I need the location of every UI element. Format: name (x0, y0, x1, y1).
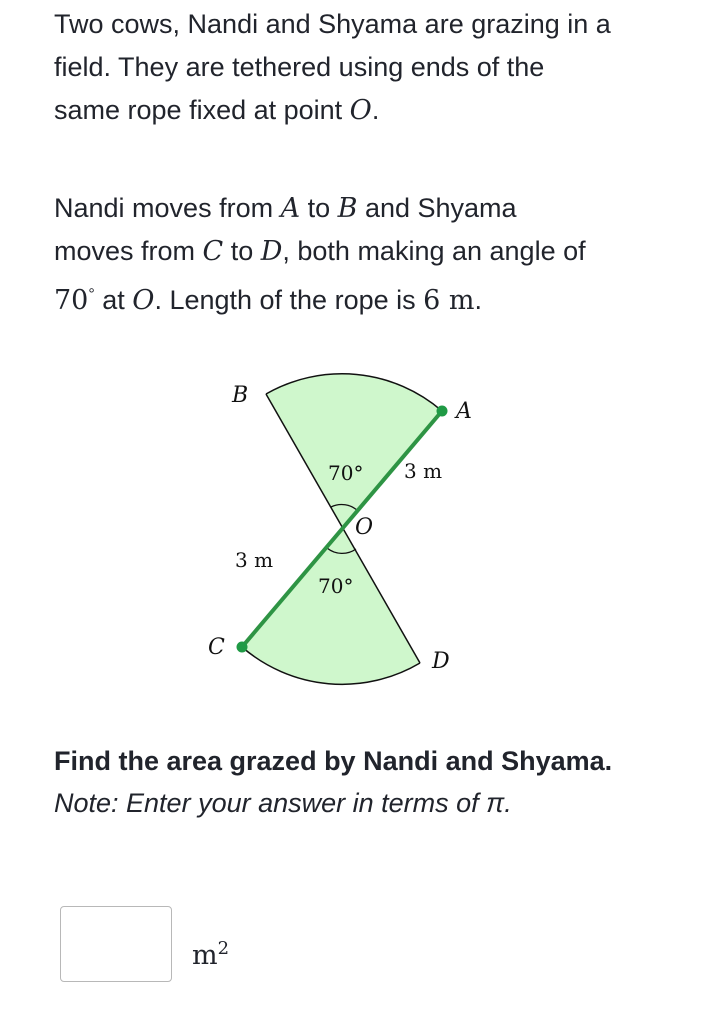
note: Note: Enter your answer in terms of π. (54, 788, 512, 818)
label-O: O (355, 515, 374, 540)
text: Nandi moves from (54, 193, 281, 223)
text: , both making an angle of (282, 236, 586, 266)
label-A: A (456, 399, 472, 424)
point-A (437, 406, 448, 417)
text: to (223, 236, 261, 266)
intro-line: Two cows, Nandi and Shyama are grazing in a (54, 9, 611, 39)
math-A: A (280, 193, 301, 224)
text: to (300, 193, 338, 223)
text: at (94, 285, 133, 315)
unit-m: m (192, 940, 218, 971)
label-B: B (232, 383, 249, 408)
intro-line: same rope fixed at point (54, 95, 350, 125)
text: and Shyama (357, 193, 517, 223)
math-O: O (132, 285, 155, 316)
length-bottom-label: 3 m (235, 548, 274, 572)
punct: . (371, 95, 380, 125)
math-C: C (202, 236, 224, 267)
sector-top (266, 374, 442, 528)
degree: ° (88, 286, 95, 303)
label-D: D (432, 649, 450, 674)
label-C: C (208, 635, 225, 660)
angle-top-label: 70° (328, 461, 364, 485)
intro-line: field. They are tethered using ends of the (54, 52, 545, 82)
math-length: 6 m (423, 285, 475, 316)
text: moves from (54, 236, 203, 266)
math-B: B (337, 193, 358, 224)
answer-input[interactable] (60, 906, 172, 982)
text: . Length of the rope is (154, 285, 424, 315)
angle-bottom-label: 70° (318, 574, 354, 598)
math-O: O (349, 95, 372, 126)
length-top-label: 3 m (404, 459, 443, 483)
point-C (237, 642, 248, 653)
math-angle: 70 (54, 285, 89, 316)
question: Find the area grazed by Nandi and Shyama. (54, 746, 613, 776)
unit-exponent: 2 (217, 938, 230, 959)
text: . (474, 285, 483, 315)
math-D: D (260, 236, 283, 267)
answer-unit (192, 938, 229, 971)
